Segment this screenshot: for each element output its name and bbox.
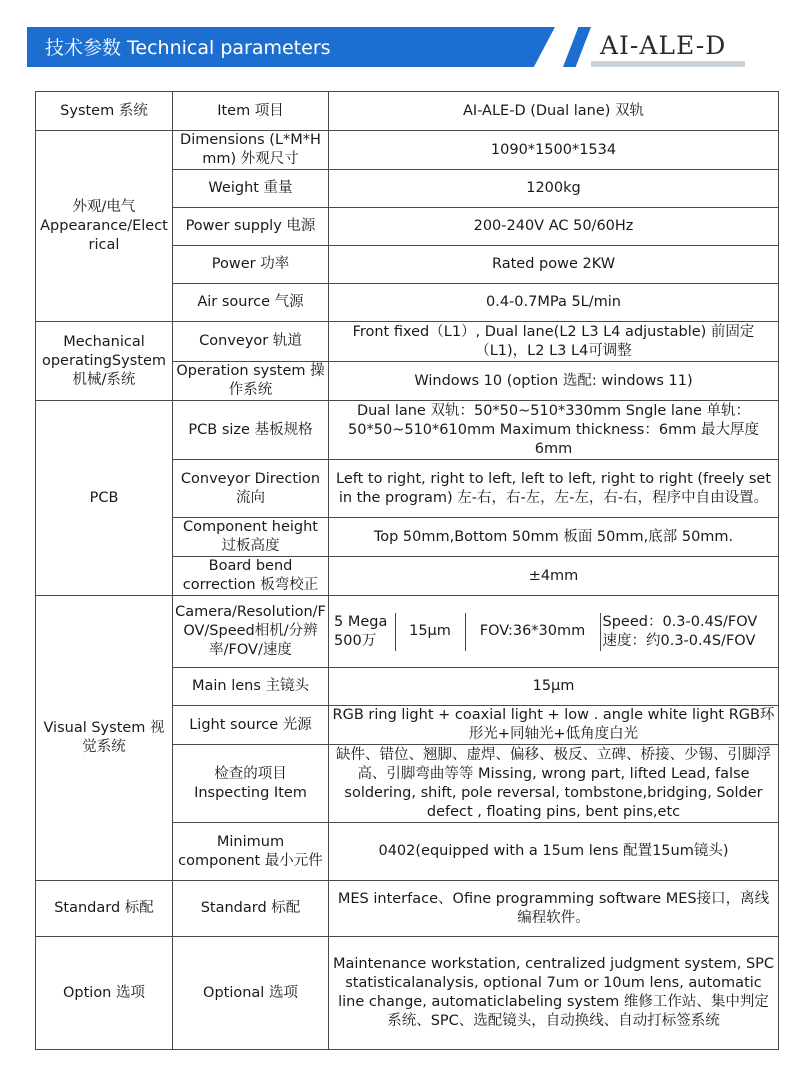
group-option: Option 选项 — [36, 937, 173, 1050]
page-header — [0, 0, 795, 90]
item-min-component: Minimum component 最小元件 — [173, 823, 329, 881]
camera-fov: FOV:36*30mm — [465, 613, 600, 651]
header-model: AI-ALE-D (Dual lane) 双轨 — [329, 92, 779, 131]
table-row — [36, 322, 779, 362]
group-visual: Visual System 视觉系统 — [36, 596, 173, 881]
section-title: 技术参数 Technical parameters — [45, 37, 331, 59]
spec-table — [35, 91, 779, 1050]
item-weight: Weight 重量 — [173, 170, 329, 208]
value-operation-system: Windows 10 (option 选配: windows 11) — [329, 362, 779, 401]
item-air-source: Air source 气源 — [173, 284, 329, 322]
item-conveyor: Conveyor 轨道 — [173, 322, 329, 362]
value-conveyor-direction: Left to right, right to left, left to left, right to right (freely set in the program) 左-右，右-左，左-左，右-右，程序中自由设置。 — [329, 460, 779, 518]
item-dimensions: Dimensions (L*M*H mm) 外观尺寸 — [173, 131, 329, 170]
value-power-supply: 200-240V AC 50/60Hz — [329, 208, 779, 246]
item-camera: Camera/Resolution/FOV/Speed相机/分辨率/FOV/速度 — [173, 596, 329, 668]
value-main-lens: 15μm — [329, 668, 779, 706]
table-row — [36, 881, 779, 937]
item-board-bend: Board bend correction 板弯校正 — [173, 557, 329, 596]
banner-stripe — [563, 27, 591, 67]
camera-resolution: 5 Mega 500万 — [334, 613, 388, 649]
group-appearance: 外观/电气 Appearance/Electrical — [36, 131, 173, 322]
value-component-height: Top 50mm,Bottom 50mm 板面 50mm,底部 50mm. — [329, 518, 779, 557]
value-weight: 1200kg — [329, 170, 779, 208]
table-row — [36, 131, 779, 170]
table-row — [36, 596, 779, 668]
header-system: System 系统 — [36, 92, 173, 131]
value-option: Maintenance workstation, centralized judgment system, SPC statisticalanalysis, optional 7um or 10um lens, automatic line change, automaticlabeling system 维修工作站、集中判定系统、SPC、选配镜头，自动换线、自动打标签系统 — [329, 937, 779, 1050]
item-power-supply: Power supply 电源 — [173, 208, 329, 246]
value-dimensions: 1090*1500*1534 — [329, 131, 779, 170]
group-mechanical: Mechanical operatingSystem 机械/系统 — [36, 322, 173, 401]
camera-pixel: 15μm — [395, 613, 465, 651]
value-power: Rated powe 2KW — [329, 246, 779, 284]
item-component-height: Component height 过板高度 — [173, 518, 329, 557]
camera-sub-table — [331, 613, 776, 651]
value-pcb-size: Dual lane 双轨：50*50~510*330mm Sngle lane 单轨：50*50~510*610mm Maximum thickness：6mm 最大厚度6mm — [329, 401, 779, 460]
table-row — [36, 937, 779, 1050]
value-light-source: RGB ring light + coaxial light + low . angle white light RGB环形光+同轴光+低角度白光 — [329, 706, 779, 745]
value-conveyor: Front fixed（L1）, Dual lane(L2 L3 L4 adjustable) 前固定（L1)，L2 L3 L4可调整 — [329, 322, 779, 362]
item-inspecting: 检查的项目 Inspecting Item — [173, 745, 329, 823]
item-pcb-size: PCB size 基板规格 — [173, 401, 329, 460]
table-header-row — [36, 92, 779, 131]
value-board-bend: ±4mm — [329, 557, 779, 596]
value-air-source: 0.4-0.7MPa 5L/min — [329, 284, 779, 322]
camera-speed: Speed：0.3-0.4S/FOV 速度：约0.3-0.4S/FOV — [600, 613, 776, 651]
model-name: AI-ALE-D — [600, 31, 727, 60]
header-item: Item 项目 — [173, 92, 329, 131]
group-pcb: PCB — [36, 401, 173, 596]
item-option: Optional 选项 — [173, 937, 329, 1050]
item-light-source: Light source 光源 — [173, 706, 329, 745]
value-inspecting: 缺件、错位、翘脚、虚焊、偏移、极反、立碑、桥接、少锡、引脚浮高、引脚弯曲等等 Missing, wrong part, lifted Lead, false soldering, shift, pole reversal, tombstone,bridging, Solder defect , floating pins, bent pins,etc — [329, 745, 779, 823]
item-main-lens: Main lens 主镜头 — [173, 668, 329, 706]
value-min-component: 0402(equipped with a 15um lens 配置15um镜头) — [329, 823, 779, 881]
table-row — [36, 401, 779, 460]
item-conveyor-direction: Conveyor Direction 流向 — [173, 460, 329, 518]
item-operation-system: Operation system 操作系统 — [173, 362, 329, 401]
value-camera — [329, 596, 779, 668]
group-standard: Standard 标配 — [36, 881, 173, 937]
value-standard: MES interface、Ofine programming software MES接口，离线编程软件。 — [329, 881, 779, 937]
item-power: Power 功率 — [173, 246, 329, 284]
item-standard: Standard 标配 — [173, 881, 329, 937]
